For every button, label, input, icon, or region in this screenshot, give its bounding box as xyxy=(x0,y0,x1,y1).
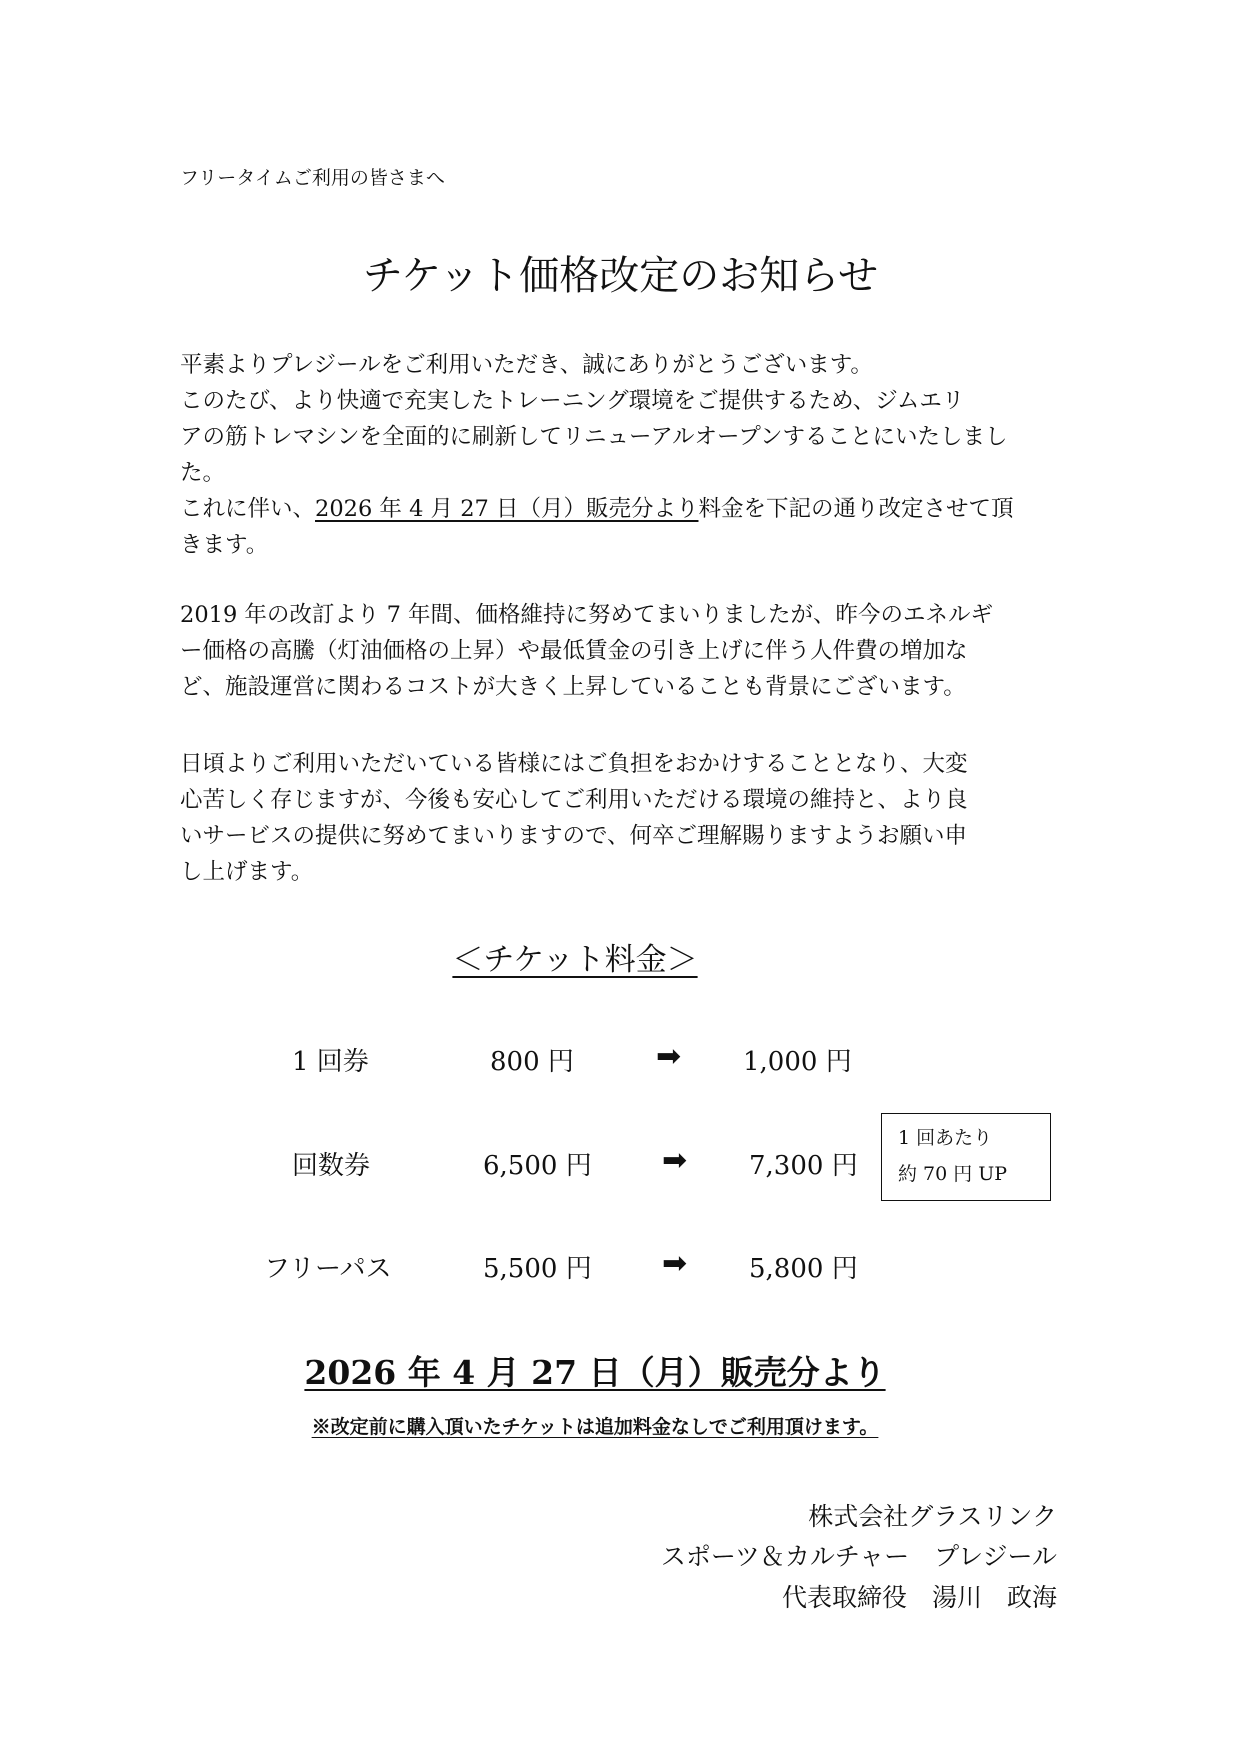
facility-name: スポーツ＆カルチャー プレジール xyxy=(660,1542,1057,1571)
apology-line: 心苦しく存じますが、今後も安心してご利用いただける環境の維持と、より良 xyxy=(180,787,968,813)
representative-name: 代表取締役 湯川 政海 xyxy=(781,1583,1057,1612)
intro-suffix: 料金を下記の通り改定させて頂 xyxy=(698,496,1014,522)
apology-line: いサービスの提供に努めてまいりますので、何卒ご理解賜りますようお願い申 xyxy=(180,823,968,849)
right-arrow-icon: ➡ xyxy=(656,1039,682,1074)
old-price: 6,500 円 xyxy=(483,1151,592,1181)
price-section-title-text: ＜チケット料金＞ xyxy=(452,942,698,978)
intro-line: このたび、より快適で充実したトレーニング環境をご提供するため、ジムエリ xyxy=(180,388,965,414)
intro-line: た。 xyxy=(180,460,226,486)
company-name: 株式会社グラスリンク xyxy=(808,1502,1057,1531)
note-line: 1 回あたり xyxy=(898,1127,993,1149)
effective-date xyxy=(0,1347,1190,1394)
intro-line: アの筋トレマシンを全面的に刷新してリニューアルオープンすることにいたしまし xyxy=(180,424,1008,450)
old-price: 800 円 xyxy=(490,1047,574,1077)
effective-date-text: 2026 年 4 月 27 日（月）販売分より xyxy=(304,1353,886,1392)
reason-line: ー価格の高騰（灯油価格の上昇）や最低賃金の引き上げに伴う人件費の増加な xyxy=(180,638,968,664)
increase-note-box xyxy=(881,1113,1051,1201)
new-price: 7,300 円 xyxy=(749,1151,858,1181)
intro-line: きます。 xyxy=(180,532,269,558)
revision-date: 2026 年 4 月 27 日（月）販売分より xyxy=(315,496,699,522)
apology-paragraph xyxy=(180,746,1060,890)
intro-prefix: これに伴い、 xyxy=(180,496,316,522)
apology-line: 日頃よりご利用いただいている皆様にはご負担をおかけすることとなり、大変 xyxy=(180,751,968,777)
intro-line xyxy=(180,491,1060,527)
note-line: 約 70 円 UP xyxy=(898,1163,1008,1185)
intro-line: 平素よりプレジールをご利用いただき、誠にありがとうございます。 xyxy=(180,352,873,378)
right-arrow-icon: ➡ xyxy=(662,1246,688,1281)
footnote xyxy=(0,1412,1190,1439)
reason-line: 2019 年の改訂より 7 年間、価格維持に努めてまいりましたが、昨今のエネルギ xyxy=(180,602,994,628)
ticket-name: 1 回券 xyxy=(292,1047,369,1077)
ticket-name: 回数券 xyxy=(292,1151,371,1181)
price-section-title xyxy=(0,934,1150,979)
page-title: チケット価格改定のお知らせ xyxy=(362,253,879,299)
addressee: フリータイムご利用の皆さまへ xyxy=(180,167,445,189)
reason-paragraph xyxy=(180,597,1060,705)
apology-line: し上げます。 xyxy=(180,859,314,885)
intro-paragraph xyxy=(180,347,1060,563)
old-price: 5,500 円 xyxy=(483,1254,592,1284)
new-price: 5,800 円 xyxy=(749,1254,858,1284)
new-price: 1,000 円 xyxy=(743,1047,852,1077)
ticket-name: フリーパス xyxy=(264,1254,392,1284)
right-arrow-icon: ➡ xyxy=(662,1143,688,1178)
reason-line: ど、施設運営に関わるコストが大きく上昇していることも背景にございます。 xyxy=(180,674,966,700)
footnote-text: ※改定前に購入頂いたチケットは追加料金なしでご利用頂けます。 xyxy=(311,1416,879,1438)
